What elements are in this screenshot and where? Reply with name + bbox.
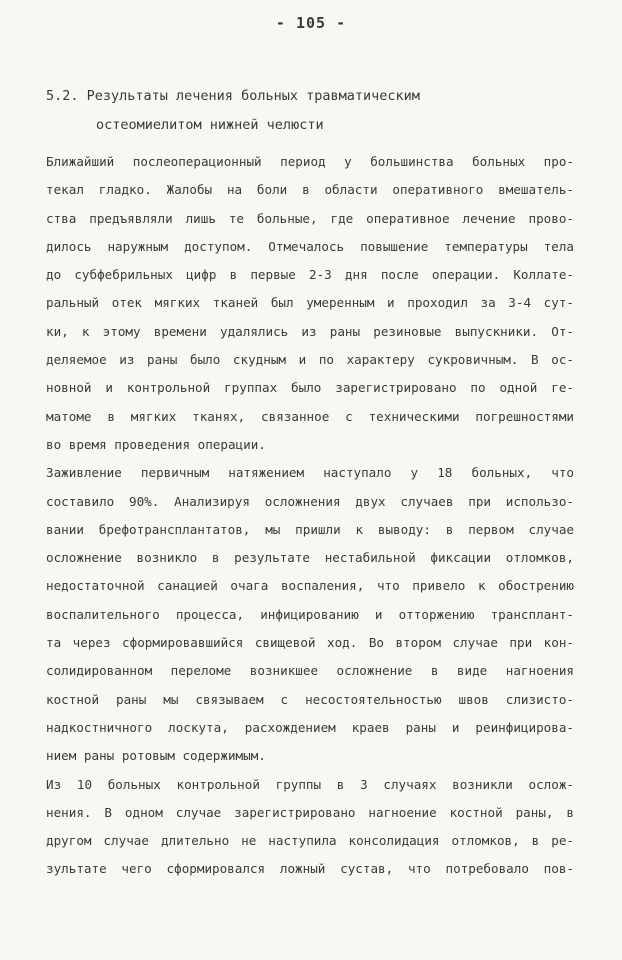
text-line: зультате чего сформировался ложный сустав, что потребовало пов-: [46, 861, 574, 877]
text-line: воспалительного процесса, инфицированию и отторжению трансплант-: [46, 606, 574, 622]
body-text: [46, 148, 574, 884]
text-line: осложнение возникло в результате нестабильной фиксации отломков,: [46, 550, 574, 566]
text-line: ства предъявляли лишь те больные, где оперативное лечение прово-: [46, 210, 574, 226]
text-line: матоме в мягких тканях, связанное с техническими погрешностями: [46, 408, 574, 424]
paragraph-1: [46, 148, 574, 459]
text-line: вании брефотрансплантатов, мы пришли к выводу: в первом случае: [46, 521, 574, 537]
text-line: до субфебрильных цифр в первые 2-3 дня после операции. Коллате-: [46, 267, 574, 283]
text-line: ки, к этому времени удалялись из раны резиновые выпускники. От-: [46, 323, 574, 339]
text-line: нения. В одном случае зарегистрировано нагноение костной раны, в: [46, 804, 574, 820]
text-line: Заживление первичным натяжением наступало у 18 больных, что: [46, 465, 574, 481]
page-number: - 105 -: [275, 14, 347, 32]
text-line: надкостничного лоскута, расхождением краев раны и реинфицирова-: [46, 719, 574, 735]
section-heading: [46, 82, 420, 140]
text-line: Ближайший послеоперационный период у большинства больных про-: [46, 154, 574, 169]
text-line: недостаточной санацией очага воспаления, что привело к обострению: [46, 578, 574, 594]
text-line: во время проведения операции.: [46, 436, 266, 452]
section-heading-line-2: остеомиелитом нижней челюсти: [96, 117, 324, 133]
paragraph-3: [46, 771, 574, 884]
paragraph-2: [46, 459, 574, 770]
text-line: другом случае длительно не наступила консолидация отломков, в ре-: [46, 833, 574, 849]
text-line: новной и контрольной группах было зарегистрировано по одной ге-: [46, 380, 574, 396]
text-line: Из 10 больных контрольной группы в 3 случаях возникли ослож-: [46, 776, 574, 792]
text-line: деляемое из раны было скудным и по характеру сукровичным. В ос-: [46, 352, 574, 368]
text-line: дилось наружным доступом. Отмечалось повышение температуры тела: [46, 238, 574, 254]
section-heading-line-1: 5.2. Результаты лечения больных травматическим: [46, 88, 420, 104]
text-line: нием раны ротовым содержимым.: [46, 748, 266, 764]
text-line: солидированном переломе возникшее осложнение в виде нагноения: [46, 663, 574, 679]
text-line: составило 90%. Анализируя осложнения двух случаев при использо-: [46, 493, 574, 509]
text-line: костной раны мы связываем с несостоятельностью швов слизисто-: [46, 691, 574, 707]
text-line: текал гладко. Жалобы на боли в области оперативного вмешатель-: [46, 182, 574, 198]
text-line: та через сформировавшийся свищевой ход. Во втором случае при кон-: [46, 635, 574, 651]
text-line: ральный отек мягких тканей был умеренным и проходил за 3-4 сут-: [46, 295, 574, 311]
